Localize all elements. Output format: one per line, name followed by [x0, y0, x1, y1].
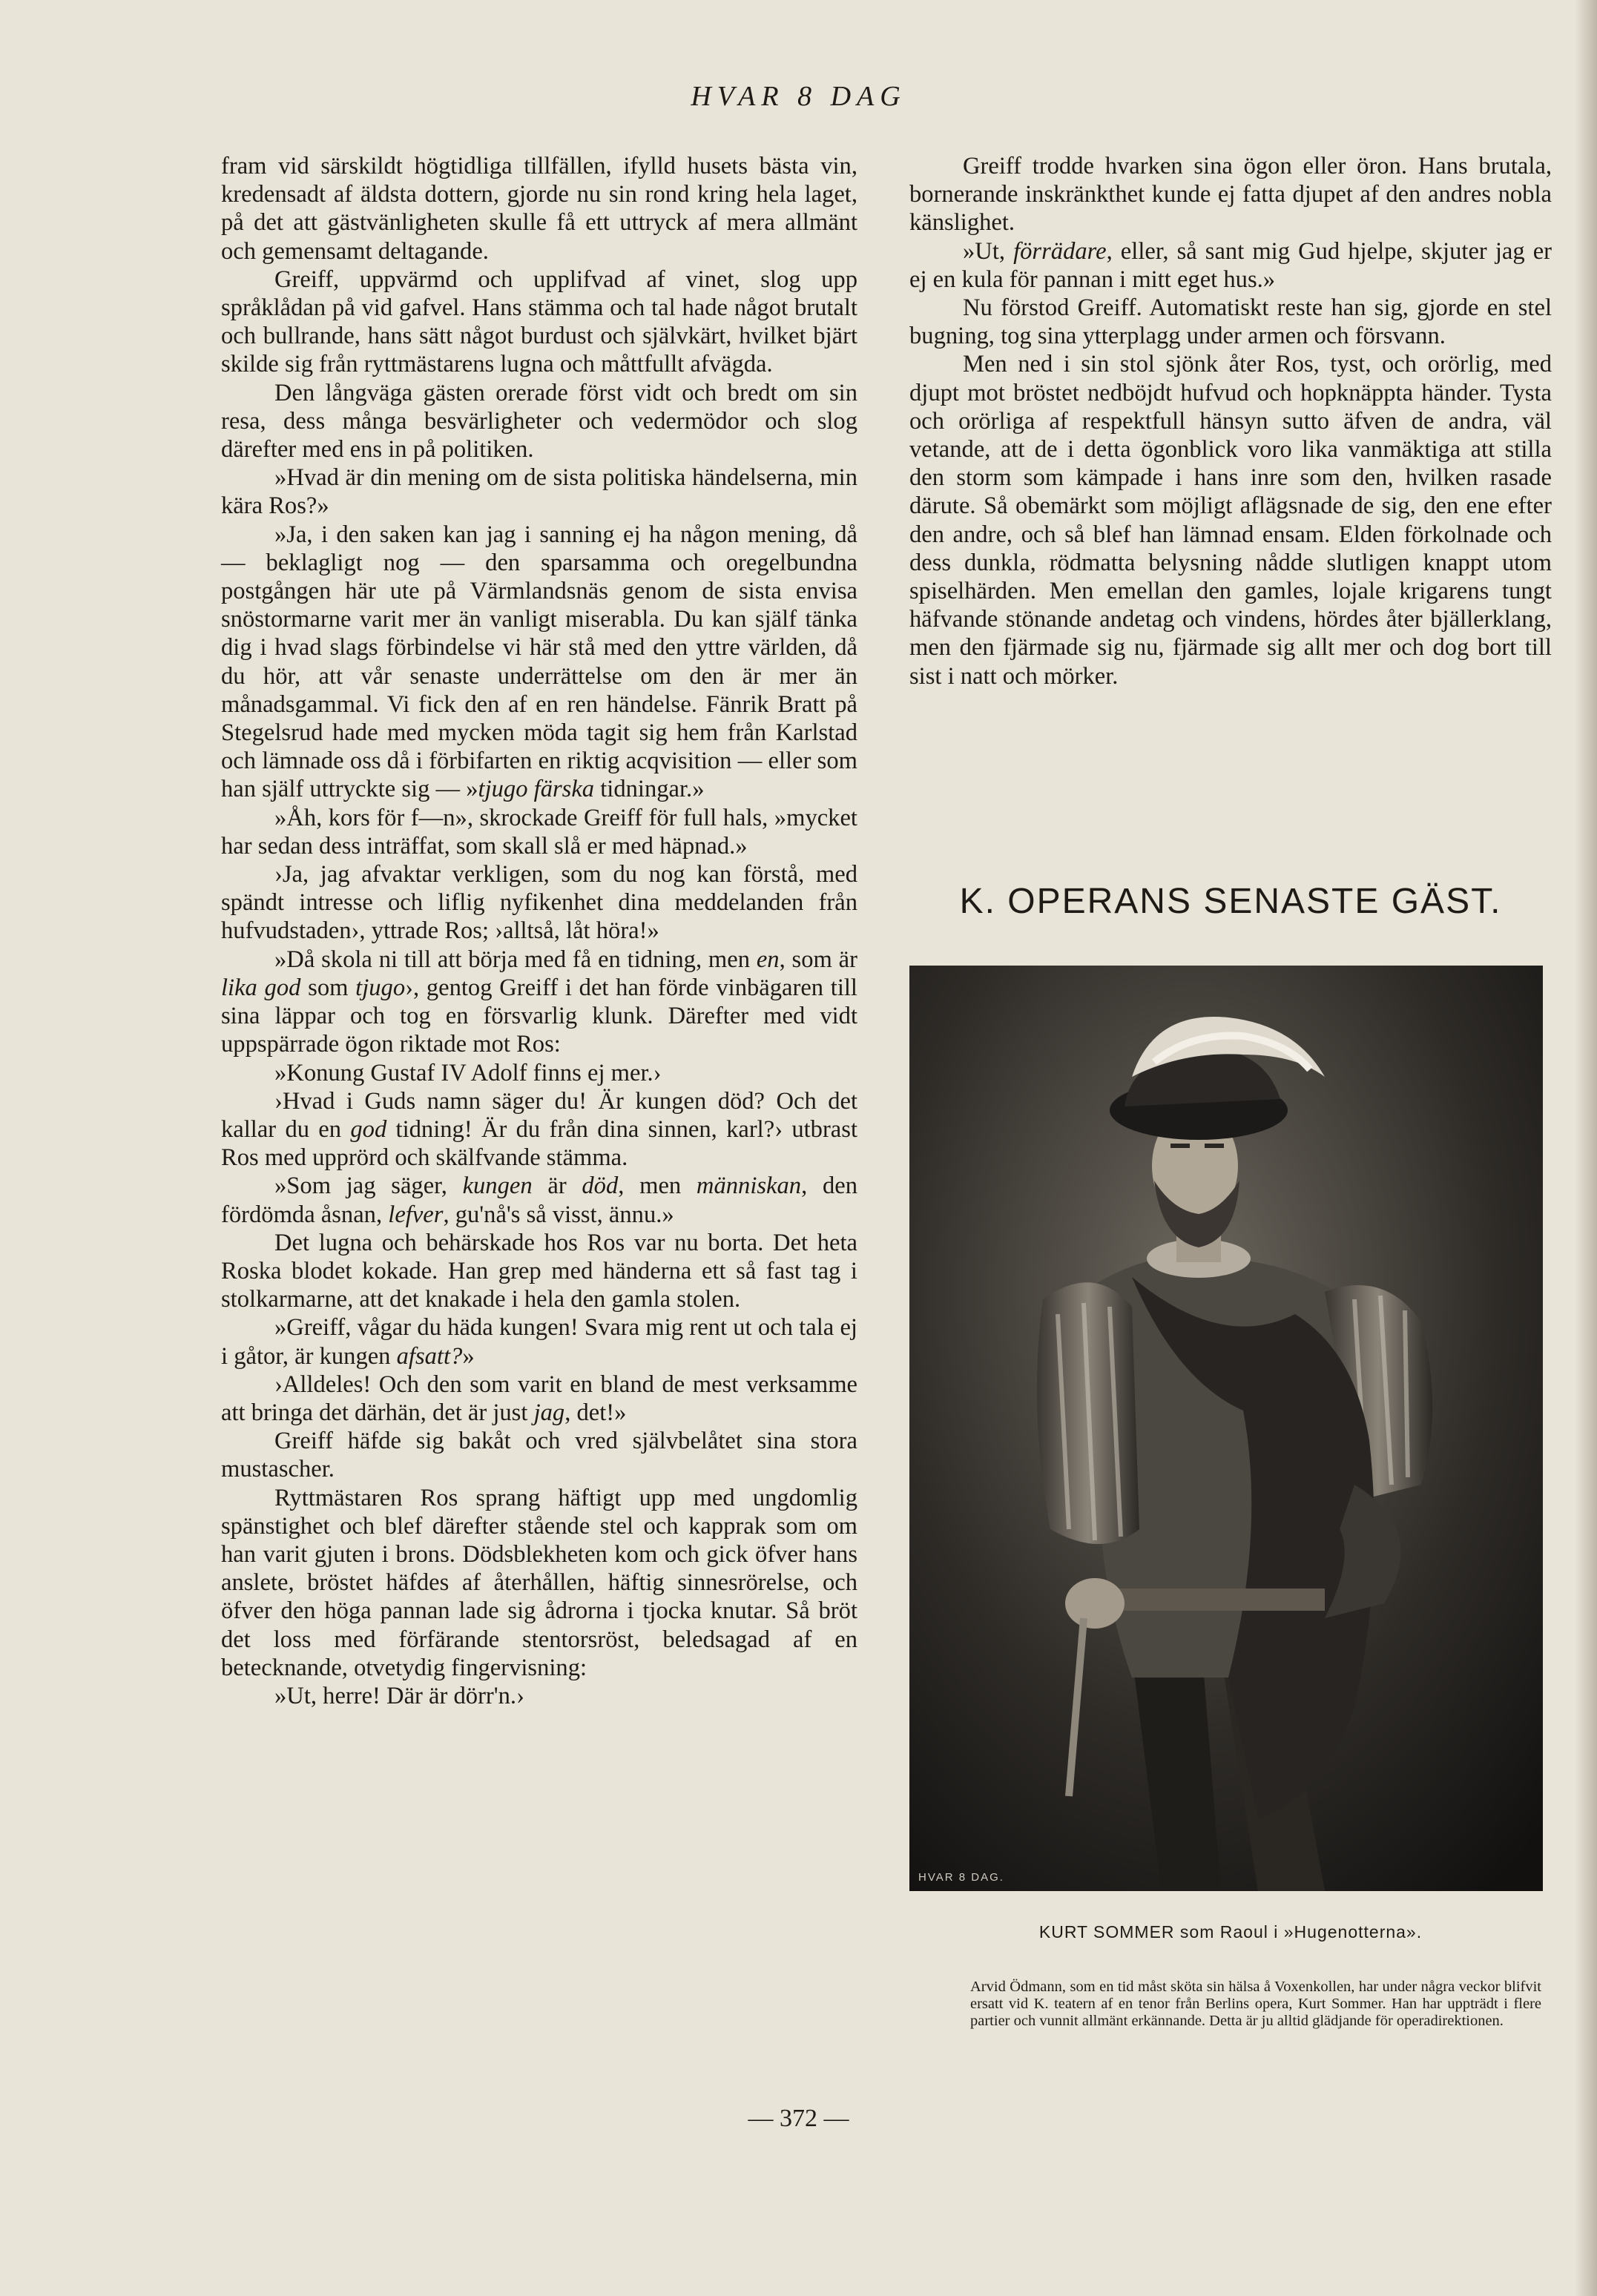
text-run: »Hvad är din mening om de sista politiska händelserna, min kära Ros?»: [221, 464, 857, 520]
page-number: — 372 —: [748, 2105, 849, 2132]
italic-text: förrädare: [1013, 237, 1107, 265]
text-run: »Som jag säger,: [274, 1172, 463, 1200]
paragraph: [909, 294, 1552, 350]
paragraph: [909, 152, 1552, 237]
text-run: Greiff trodde hvarken sina ögon eller öron. Hans brutala, bornerande inskränkthet kunde ej fatta djupet af den andres nobla känslighet.: [909, 153, 1552, 237]
text-run: »Ut,: [963, 237, 1014, 265]
text-run: ›Ja, jag afvaktar verkligen, som du nog kan förstå, med spändt intresse och liflig nyfikenhet dina meddelanden från hufvudstaden›, yttrade Ros; ›alltså, låt höra!»: [221, 861, 857, 945]
paragraph: [221, 265, 857, 379]
paragraph: [221, 804, 857, 860]
portrait-illustration: [909, 966, 1543, 1891]
paragraph: [909, 237, 1552, 294]
text-run: , men: [618, 1172, 697, 1200]
italic-text: afsatt?: [396, 1342, 463, 1370]
portrait-photo: [909, 966, 1543, 1891]
paragraph: [221, 152, 857, 265]
italic-text: tjugo färska: [478, 776, 595, 803]
italic-text: tjugo: [355, 974, 406, 1001]
italic-text: kungen: [462, 1172, 533, 1200]
paragraph: [221, 1172, 857, 1228]
paragraph: [221, 1427, 857, 1483]
section-heading: K. OPERANS SENASTE GÄST.: [959, 882, 1502, 921]
paragraph: [221, 1229, 857, 1314]
paragraph: [221, 860, 857, 946]
paragraph: [909, 350, 1552, 690]
text-run: Det lugna och behärskade hos Ros var nu borta. Det heta Roska blodet kokade. Han grep med händerna ett så fast tag i stolkarmarne, att det knakade i hela den gamla stolen.: [221, 1229, 857, 1313]
text-run: tidning! Är du från dina sinnen, karl?› utbrast Ros med upprörd och skälfvande stämma.: [221, 1115, 858, 1172]
text-run: ›, gentog Greiff i det han förde vinbägaren till sina läppar och tog en försvarlig klunk. Därefter med vidt uppspärrade ögon riktade mot Ros:: [221, 974, 857, 1058]
paragraph: [221, 1087, 857, 1172]
paragraph: [221, 1682, 857, 1710]
text-run: fram vid särskildt högtidliga tillfällen, ifylld husets bästa vin, kredensadt af äldsta dottern, gjorde nu sin rond kring hela laget, på det att gästvänligheten skulle få ett uttryck af mera allmänt och gemensamt deltagande.: [221, 153, 857, 265]
italic-text: god: [350, 1115, 387, 1143]
text-run: »: [462, 1342, 475, 1370]
text-run: »Då skola ni till att börja med få en tidning, men: [274, 946, 757, 973]
italic-text: jag: [533, 1399, 565, 1426]
running-head: HVAR 8 DAG: [691, 81, 906, 112]
paragraph: [221, 946, 857, 1059]
italic-text: död: [582, 1172, 619, 1200]
text-run: , som är: [779, 946, 857, 973]
text-run: »Åh, kors för f—n», skrockade Greiff för full hals, »mycket har sedan dess inträffat, som skall slå er med häpnad.»: [221, 804, 857, 860]
text-run: Ryttmästaren Ros sprang häftigt upp med ungdomlig spänstighet och blef därefter stående stel och kapprak som om han varit gjuten i brons. Dödsblekheten kom och gick öfver hans anslete, bröstet häfdes af återhållen, häftig sinnesrörelse, och öfver den höga pannan lade sig ådrorna i tjocka knutar. Så bröt det loss med förfärande stentorsröst, beledsagad af en betecknande, otvetydig fingervisning:: [221, 1484, 857, 1681]
text-run: Men ned i sin stol sjönk åter Ros, tyst, och orörlig, med djupt mot bröstet nedböjdt hufvud och hopknäppta händer. Tysta och orörliga af respektfull hänsyn sutto äfven de andra, väl vetande, att de i detta ögonblick voro lika vanmäktiga att stilla den storm som kämpade i hans inre som den, hvilken rasade därute. Så obemärkt som möjligt aflägsnade de sig, den ene efter den andre, och så blef han lämnad ensam. Elden förkolnade och dess dunkla, rödmatta belysning nådde slutligen knappt utom spiselhärden. Men emellan den gamles, lojale krigarens tungt häfvande stönande andetag och vindens, hördes åter bjällerklang, men den fjärmade sig nu, fjärmade sig allt mer och dog bort till sist i natt och mörker.: [909, 351, 1552, 690]
text-run: tidningar.»: [594, 776, 705, 803]
left-column: [221, 152, 857, 1710]
italic-text: en: [756, 946, 780, 973]
paragraph: [221, 464, 857, 520]
paragraph: [221, 1370, 857, 1427]
italic-text: lika god: [221, 974, 301, 1001]
text-run: »Konung Gustaf IV Adolf finns ej mer.›: [274, 1059, 662, 1086]
photo-note: Arvid Ödmann, som en tid måst sköta sin hälsa å Voxenkollen, har under några veckor blifvit ersatt vid K. teatern af en tenor från Berlins opera, Kurt Sommer. Han har uppträdt i flere partier och vunnit allmänt erkännande. Detta är ju alltid glädjande för operadirektionen.: [970, 1979, 1541, 2029]
text-run: ›Hvad i Guds namn säger du! Är kungen död? Och det kallar du en: [221, 1087, 857, 1143]
right-column: [909, 152, 1552, 690]
text-run: »Greiff, vågar du häda kungen! Svara mig rent ut och tala ej i gåtor, är kungen: [221, 1314, 857, 1370]
italic-text: människan: [696, 1172, 802, 1200]
text-run: som: [300, 974, 356, 1001]
paragraph: [221, 1484, 857, 1682]
text-run: , den fördömda åsnan,: [221, 1172, 857, 1228]
paragraph: [221, 1313, 857, 1370]
text-run: Den långväga gästen orerade först vidt och bredt om sin resa, dess många besvärligheter och vedermödor och slog därefter med ens in på politiken.: [221, 379, 857, 464]
paragraph: [221, 521, 857, 804]
text-run: »Ja, i den saken kan jag i sanning ej ha någon mening, då — beklagligt nog — den sparsamma och oregelbundna postgången här ute på Värmlandsnäs genom de sista envisa snöstormarne varit mer än vanligt miserabla. Du kan själf tänka dig i hvad slags förbindelse vi här stå med den yttre världen, då du hör, att vår senaste underrättelse om den är mer än månadsgammal. Vi fick den af en ren händelse. Fänrik Bratt på Stegelsrud hade med mycken möda tagit sig hem från Karlstad och lämnade oss då i förbifarten en riktig acqvisition — eller som han själf uttryckte sig — »: [221, 521, 857, 803]
text-run: Greiff, uppvärmd och upplifvad af vinet, slog upp språklådan på vid gafvel. Hans stämma och tal hade något brutalt och bullrande, hans sätt något burdust och självkärt, hvilket bjärt skilde sig från ryttmästarens lugna och måttfullt afvägda.: [221, 265, 857, 378]
photo-caption: KURT SOMMER som Raoul i »Hugenotterna».: [1038, 1922, 1423, 1942]
text-run: ›Alldeles! Och den som varit en bland de mest verksamme att bringa det därhän, det är just: [221, 1370, 857, 1426]
text-run: Nu förstod Greiff. Automatiskt reste han sig, gjorde en stel bugning, tog sina ytterplagg under armen och försvann.: [909, 294, 1552, 350]
paragraph: [221, 379, 857, 464]
text-run: »Ut, herre! Där är dörr'n.›: [274, 1682, 524, 1709]
italic-text: lefver: [388, 1201, 444, 1228]
text-run: Greiff häfde sig bakåt och vred självbelåtet sina stora mustascher.: [221, 1428, 857, 1483]
text-run: är: [532, 1172, 582, 1200]
paragraph: [221, 1059, 857, 1087]
photo-watermark: HVAR 8 DAG.: [918, 1871, 1004, 1884]
page-edge-shadow: [1575, 0, 1597, 2296]
text-run: , gu'nå's så visst, ännu.»: [443, 1201, 674, 1228]
text-run: , eller, så sant mig Gud hjelpe, skjuter jag er ej en kula för pannan i mitt eget hus.»: [909, 237, 1552, 293]
text-run: , det!»: [564, 1399, 627, 1426]
